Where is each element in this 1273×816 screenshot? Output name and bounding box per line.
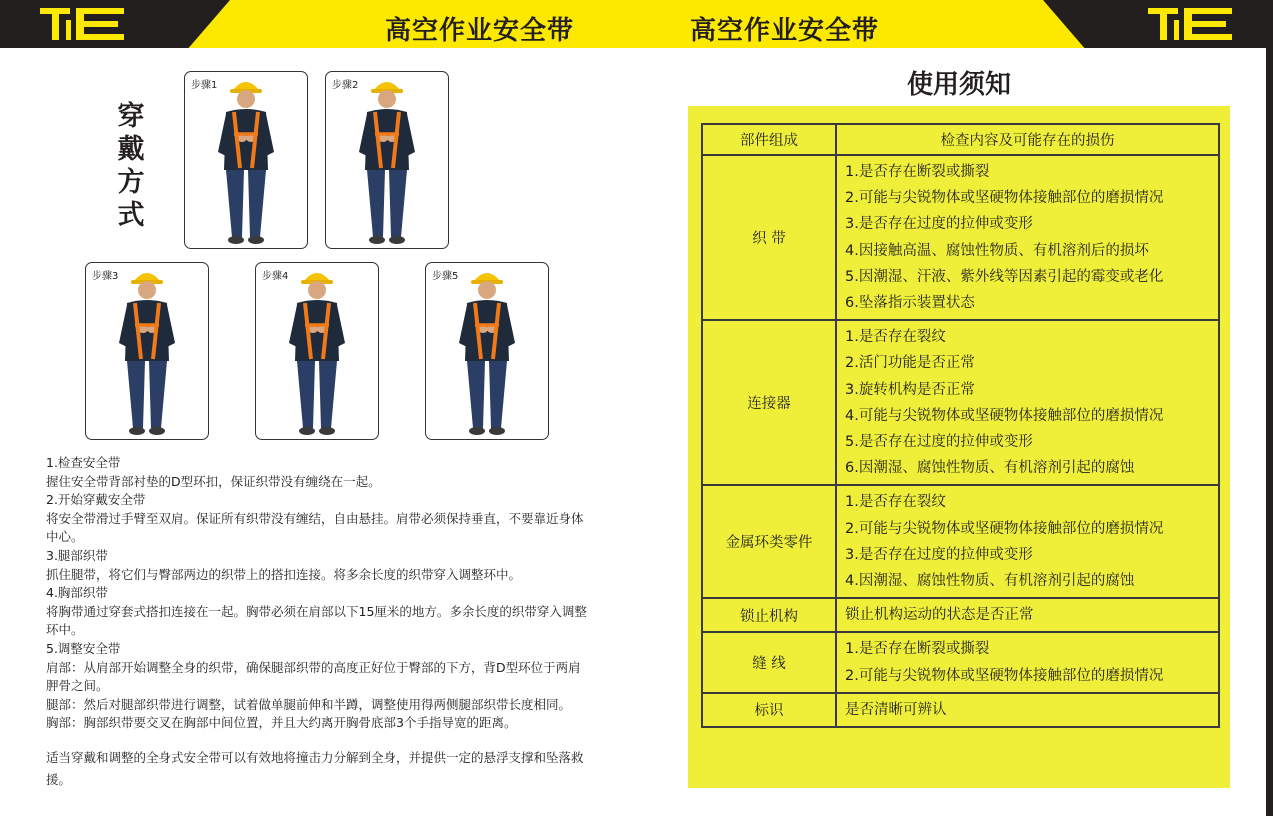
top-banner — [0, 0, 1273, 48]
usage-notice-title: 使用须知 — [906, 70, 1011, 100]
inspection-check-item: 1.是否存在裂纹 — [845, 329, 946, 346]
inspection-checks-cell — [836, 693, 1219, 727]
worker-photo-step3 — [97, 263, 197, 440]
step-label: 步骤4 — [262, 271, 289, 282]
instruction-line: 4.胸部织带 — [46, 585, 108, 601]
inspection-check-item: 3.旋转机构是否正常 — [845, 381, 975, 398]
step-card-2 — [325, 71, 449, 249]
inspection-checks-cell — [836, 320, 1219, 485]
brand-logo-icon — [40, 6, 124, 42]
instruction-line: 腿部：然后对腿部织带进行调整，试着做单腿前伸和半蹲，调整使用得两侧腿部织带长度相同。 — [46, 696, 572, 712]
inspection-check-item: 2.可能与尖锐物体或坚硬物体接触部位的磨损情况 — [845, 520, 1164, 537]
wearing-method-title: 穿戴方式 — [117, 101, 145, 231]
worker-photo-step4 — [267, 263, 367, 440]
step-label: 步骤3 — [92, 271, 119, 282]
inspection-check-item: 3.是否存在过度的拉伸或变形 — [845, 216, 1033, 233]
instruction-line: 将胸带通过穿套式搭扣连接在一起。胸带必须在肩部以下15厘米的地方。多余长度的织带穿入调整环中。 — [46, 603, 587, 638]
instruction-line: 1.检查安全带 — [46, 455, 121, 470]
inspection-check-item: 5.因潮湿、汗液、紫外线等因素引起的霉变或老化 — [845, 268, 1164, 285]
component-name-cell: 织 带 — [702, 155, 836, 320]
inspection-check-item: 6.坠落指示装置状态 — [845, 295, 975, 312]
inspection-check-item: 是否清晰可辨认 — [845, 701, 947, 718]
inspection-check-item: 2.可能与尖锐物体或坚硬物体接触部位的磨损情况 — [845, 667, 1164, 684]
wearing-instructions — [46, 454, 591, 791]
inspection-check-item: 6.因潮湿、腐蚀性物质、有机溶剂引起的腐蚀 — [845, 460, 1135, 477]
inspection-check-item: 锁止机构运动的状态是否正常 — [845, 607, 1034, 624]
instruction-line: 将安全带滑过手臂至双肩。保证所有织带没有缠结，自由悬挂。肩带必须保持垂直，不要靠近身体中心。 — [46, 510, 584, 545]
step-card-1 — [184, 71, 308, 249]
step-card-4 — [255, 262, 379, 440]
table-header-row — [702, 124, 1219, 155]
component-name-cell: 标识 — [702, 693, 836, 727]
table-row — [702, 320, 1219, 485]
table-row — [702, 155, 1219, 320]
step-label: 步骤1 — [191, 80, 218, 91]
instruction-line: 握住安全带背部衬垫的D型环扣，保证织带没有缠绕在一起。 — [46, 473, 381, 489]
banner-title-left: 高空作业安全带 — [385, 16, 575, 46]
worker-photo-step5 — [437, 263, 537, 440]
component-name-cell: 金属环类零件 — [702, 485, 836, 598]
inspection-checks-cell — [836, 632, 1219, 692]
inspection-check-item: 4.可能与尖锐物体或坚硬物体接触部位的磨损情况 — [845, 407, 1164, 424]
page-edge-bar — [1266, 48, 1273, 816]
instruction-line: 5.调整安全带 — [46, 640, 121, 656]
inspection-check-item: 5.是否存在过度的拉伸或变形 — [845, 434, 1033, 451]
inspection-checks-cell — [836, 155, 1219, 320]
component-name-cell: 连接器 — [702, 320, 836, 485]
step-label: 步骤2 — [332, 80, 359, 91]
table-row — [702, 598, 1219, 632]
inspection-check-item: 3.是否存在过度的拉伸或变形 — [845, 546, 1033, 563]
table-body — [702, 155, 1219, 727]
table-row — [702, 632, 1219, 692]
table-row — [702, 693, 1219, 727]
inspection-check-item: 1.是否存在断裂或撕裂 — [845, 164, 990, 180]
component-name-cell: 锁止机构 — [702, 598, 836, 632]
column-header-checks: 检查内容及可能存在的损伤 — [836, 124, 1219, 155]
inspection-check-item: 2.可能与尖锐物体或坚硬物体接触部位的磨损情况 — [845, 190, 1164, 207]
inspection-table — [701, 123, 1220, 728]
brand-logo-icon — [1148, 6, 1232, 42]
step-label: 步骤5 — [432, 271, 459, 282]
column-header-part: 部件组成 — [702, 124, 836, 155]
step-card-5 — [425, 262, 549, 440]
inspection-check-item: 4.因潮湿、腐蚀性物质、有机溶剂引起的腐蚀 — [845, 573, 1135, 590]
instruction-line: 肩部：从肩部开始调整全身的织带，确保腿部织带的高度正好位于臀部的下方，背D型环位于两肩胛骨之间。 — [46, 659, 581, 694]
instruction-line: 胸部：胸部织带要交叉在胸部中间位置，并且大约离开胸骨底部3个手指导宽的距离。 — [46, 715, 517, 731]
inspection-checks-cell — [836, 598, 1219, 632]
banner-title-right: 高空作业安全带 — [690, 16, 880, 46]
worker-photo-step1 — [196, 72, 296, 249]
inspection-check-item: 1.是否存在裂纹 — [845, 494, 946, 511]
inspection-check-item: 4.因接触高温、腐蚀性物质、有机溶剂后的损坏 — [845, 242, 1149, 259]
closing-paragraph: 适当穿戴和调整的全身式安全带可以有效地将撞击力分解到全身，并提供一定的悬浮支撑和坠落救援。 — [46, 749, 584, 787]
instruction-line: 2.开始穿戴安全带 — [46, 492, 146, 508]
instruction-line: 3.腿部织带 — [46, 547, 108, 563]
worker-photo-step2 — [337, 72, 437, 249]
inspection-check-item: 1.是否存在断裂或撕裂 — [845, 641, 990, 658]
table-row — [702, 485, 1219, 598]
component-name-cell: 缝 线 — [702, 632, 836, 692]
inspection-check-item: 2.活门功能是否正常 — [845, 355, 975, 372]
step-card-3 — [85, 262, 209, 440]
instruction-line: 抓住腿带，将它们与臀部两边的织带上的搭扣连接。将多余长度的织带穿入调整环中。 — [46, 566, 522, 582]
inspection-checks-cell — [836, 485, 1219, 598]
